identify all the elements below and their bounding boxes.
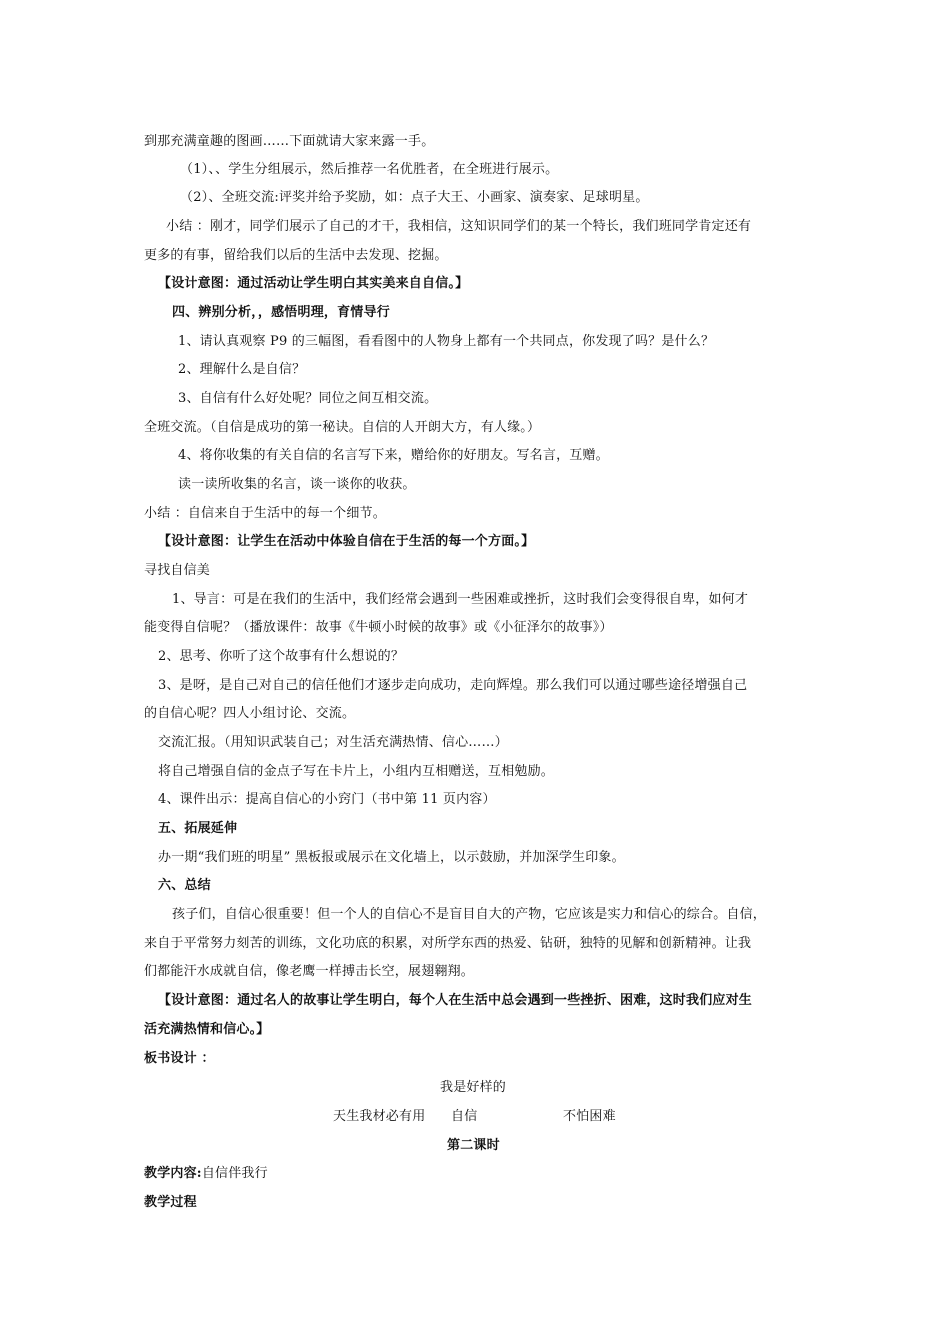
text-line: （2）、全班交流:评奖并给予奖励，如：点子大王、小画家、演奏家、足球明星。 [180,190,649,205]
text-line: 能变得自信呢？（播放课件：故事《牛顿小时候的故事》或《小征泽尔的故事》） [144,620,613,635]
text-line: 1、导言：可是在我们的生活中，我们经常会遇到一些困难或挫折，这时我们会变得很自卑，如何才 [172,592,749,607]
board-right-text: 不怕困难 [563,1109,616,1124]
section-heading: 六、总结 [158,878,211,893]
text-line: 来自于平常努力刻苦的训练，文化功底的积累，对所学东西的热爱、钻研，独特的见解和创新精神。让我 [144,936,752,951]
text-line: 3、自信有什么好处呢？同位之间互相交流。 [178,391,438,406]
teaching-process-label: 教学过程 [144,1195,197,1210]
text-line: 孩子们，自信心很重要！但一个人的自信心不是盲目自大的产物，它应该是实力和信心的综合。自信， [172,907,767,922]
text-line: 小结 ：自信来自于生活中的每一个细节。 [144,506,386,521]
text-line: 全班交流。（自信是成功的第一秘诀。自信的人开朗大方，有人缘。） [144,420,541,435]
teaching-content-value: 自信伴我行 [201,1166,268,1181]
text-line: 办一期“我们班的明星” 黑板报或展示在文化墙上，以示鼓励，并加深学生印象。 [158,850,625,865]
text-line: 4、将你收集的有关自信的名言写下来，赠给你的好朋友。写名言，互赠。 [178,448,609,463]
board-design-label: 板书设计 ： [144,1051,215,1066]
lesson-heading: 第二课时 [447,1138,500,1153]
text-line: 到那充满童趣的图画……下面就请大家来露一手。 [144,134,435,149]
section-heading: 四、辨别分析，，感悟明理，育情导行 [172,305,390,320]
board-title: 我是好样的 [440,1080,507,1095]
text-line: （1）、、学生分组展示，然后推荐一名优胜者，在全班进行展示。 [180,162,559,177]
text-line: 3、是呀，是自己对自己的信任他们才逐步走向成功，走向辉煌。那么我们可以通过哪些途径增强自己 [158,678,748,693]
design-intent-note: 【设计意图：通过名人的故事让学生明白，每个人在生活中总会遇到一些挫折、困难，这时我们应对生 [158,993,753,1008]
board-middle-text: 自信 [451,1109,478,1124]
text-line: 将自己增强自信的金点子写在卡片上，小组内互相赠送，互相勉励。 [158,764,555,779]
text-line: 4、课件出示：提高自信心的小窍门（书中第 11 页内容） [158,792,496,807]
text-line: 交流汇报。（用知识武装自己；对生活充满热情、信心……） [158,735,508,750]
design-intent-note: 活充满热情和信心。】 [144,1022,270,1037]
section-heading: 五、拓展延伸 [158,821,238,836]
teaching-content-label: 教学内容: [144,1166,202,1181]
text-line: 2、理解什么是自信？ [178,362,306,377]
design-intent-note: 【设计意图：通过活动让学生明白其实美来自自信。】 [158,276,469,291]
text-line: 读一读所收集的名言，谈一谈你的收获。 [178,477,416,492]
design-intent-note: 【设计意图：让学生在活动中体验自信在于生活的每一个方面。】 [158,534,535,549]
text-line: 1、请认真观察 P9 的三幅图，看看图中的人物身上都有一个共同点，你发现了吗？是什么？ [178,334,715,349]
text-line: 2、思考、你听了这个故事有什么想说的？ [158,649,405,664]
text-line: 更多的有事，留给我们以后的生活中去发现、挖掘。 [144,248,448,263]
board-left-text: 天生我材必有用 [333,1109,426,1124]
text-line: 的自信心呢？四人小组讨论、交流。 [144,706,356,721]
text-line: 小结 ：刚才，同学们展示了自己的才干，我相信，这知识同学们的某一个特长，我们班同学肯定还有 [166,219,752,234]
teaching-content [144,1166,268,1182]
text-line: 们都能汗水成就自信，像老鹰一样搏击长空，展翅翱翔。 [144,964,475,979]
text-line: 寻找自信美 [144,563,211,578]
